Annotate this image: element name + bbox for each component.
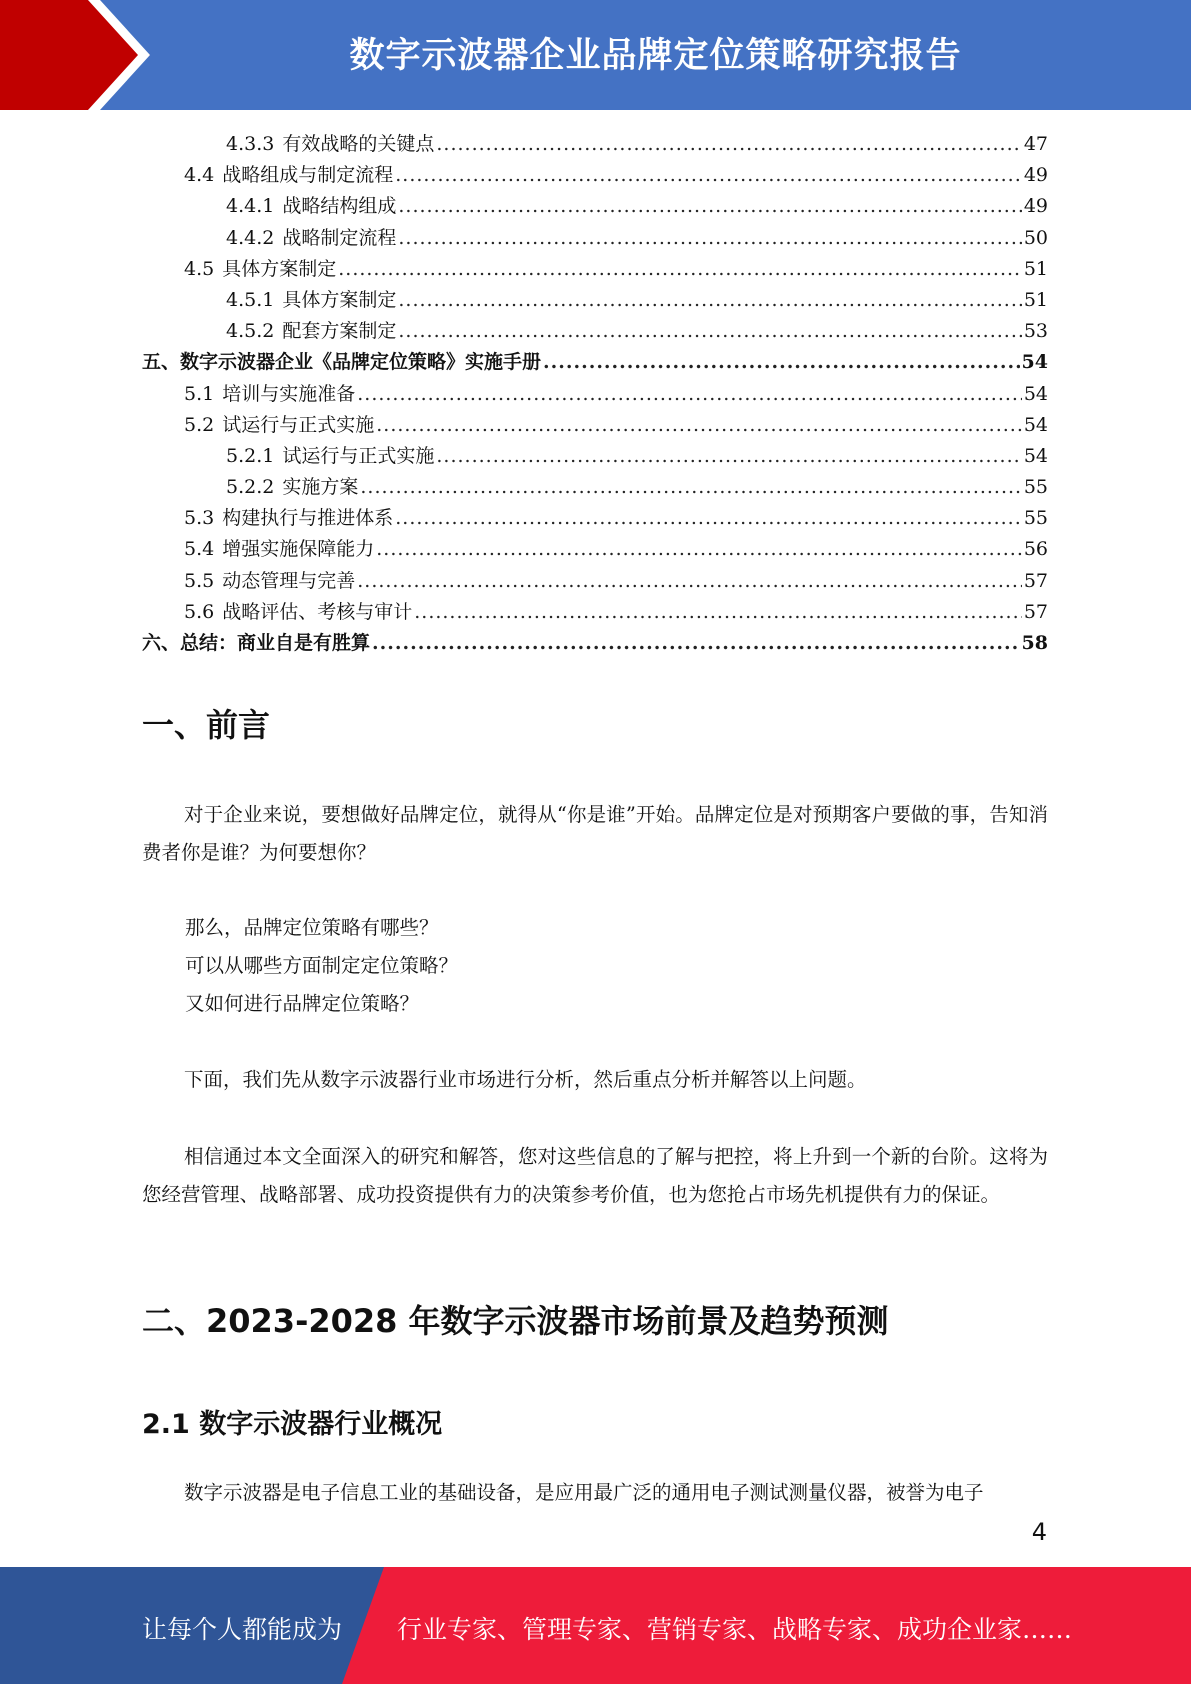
toc-dot-leader — [360, 472, 1021, 503]
toc-dot-leader — [357, 566, 1022, 597]
toc-entry[interactable] — [142, 129, 1048, 160]
toc-entry-number: 4.5.1 — [226, 288, 275, 311]
toc-entry-page: 54 — [1023, 382, 1048, 405]
toc-entry-page: 49 — [1023, 195, 1048, 218]
paragraph: 下面，我们先从数字示波器行业市场进行分析，然后重点分析并解答以上问题。 — [184, 1068, 867, 1091]
toc-entry[interactable] — [142, 285, 1048, 316]
toc-entry-number: 4.5 — [184, 257, 215, 280]
toc-dot-leader — [414, 597, 1022, 628]
section-heading-preface: 一、前言 — [142, 706, 271, 744]
toc-entry-number: 5.2 — [184, 413, 215, 436]
toc-entry-number: 5.3 — [184, 507, 215, 530]
footer-slogan: 让每个人都能成为 — [142, 1615, 343, 1644]
toc-dot-leader — [376, 410, 1022, 441]
question-line: 可以从哪些方面制定定位策略？ — [185, 954, 459, 977]
toc-entry[interactable] — [142, 191, 1048, 222]
toc-entry[interactable] — [142, 347, 1048, 378]
toc-entry-title: 战略组成与制定流程 — [222, 164, 394, 187]
toc-dot-leader — [398, 285, 1021, 316]
toc-entry[interactable] — [142, 410, 1048, 441]
toc-entry-page: 50 — [1023, 226, 1048, 249]
toc-entry-title: 构建执行与推进体系 — [222, 507, 394, 530]
toc-entry-page: 54 — [1023, 444, 1048, 467]
toc-entry-number: 5.5 — [184, 569, 215, 592]
toc-entry-number: 4.4.1 — [226, 195, 275, 218]
toc-dot-leader — [357, 379, 1022, 410]
toc-entry-title: 实施方案 — [282, 476, 359, 499]
toc-entry-number: 5.1 — [184, 382, 215, 405]
toc-entry-title: 培训与实施准备 — [222, 382, 356, 405]
toc-entry-title: 动态管理与完善 — [222, 569, 356, 592]
toc-entry[interactable] — [142, 628, 1048, 659]
toc-entry-page: 55 — [1023, 476, 1048, 499]
toc-entry-page: 51 — [1023, 257, 1048, 280]
toc-entry-page: 49 — [1023, 164, 1048, 187]
toc-entry-number: 5.4 — [184, 538, 215, 561]
toc-entry-title: 战略制定流程 — [282, 226, 397, 249]
toc-entry-number: 4.5.2 — [226, 320, 275, 343]
toc-entry-title: 有效战略的关键点 — [282, 133, 435, 155]
toc-dot-leader — [436, 441, 1021, 472]
footer-tagline: 行业专家、管理专家、营销专家、战略专家、成功企业家…… — [397, 1615, 1073, 1644]
toc-dot-leader — [398, 223, 1021, 254]
toc-entry[interactable] — [142, 254, 1048, 285]
toc-entry-title: 具体方案制定 — [282, 288, 397, 311]
question-line: 那么，品牌定位策略有哪些？ — [185, 916, 439, 939]
toc-dot-leader — [543, 347, 1020, 378]
toc-entry-title: 具体方案制定 — [222, 257, 337, 280]
toc-entry-number: 5.2.2 — [226, 476, 275, 499]
toc-dot-leader — [398, 191, 1021, 222]
toc-entry[interactable] — [142, 597, 1048, 628]
toc-entry-title: 战略结构组成 — [282, 195, 397, 218]
toc-entry[interactable] — [142, 316, 1048, 347]
toc-entry-number: 4.4 — [184, 164, 215, 187]
toc-entry-title: 增强实施保障能力 — [222, 538, 375, 561]
toc-dot-leader — [338, 254, 1022, 285]
toc-entry-page: 57 — [1023, 600, 1048, 623]
toc-entry[interactable] — [142, 379, 1048, 410]
paragraph: 数字示波器是电子信息工业的基础设备，是应用最广泛的通用电子测试测量仪器，被誉为电子 — [184, 1481, 984, 1504]
toc-entry-page: 53 — [1023, 320, 1048, 343]
toc-entry[interactable] — [142, 160, 1048, 191]
toc-dot-leader — [372, 628, 1020, 659]
paragraph: 相信通过本文全面深入的研究和解答，您对这些信息的了解与把控，将上升到一个新的台阶。这将为您经营管理、战略部署、成功投资提供有力的决策参考价值，也为您抢占市场先机提供有力的保证。 — [142, 1145, 1048, 1206]
toc-dot-leader — [398, 316, 1021, 347]
toc-entry-page: 54 — [1021, 351, 1048, 374]
toc-entry[interactable] — [142, 441, 1048, 472]
toc-entry-number: 4.3.3 — [226, 133, 275, 155]
toc-entry-title: 试运行与正式实施 — [222, 413, 375, 436]
toc-entry-page: 47 — [1023, 133, 1048, 155]
toc-entry-number: 5.2.1 — [226, 444, 275, 467]
toc-dot-leader — [436, 129, 1021, 160]
question-line: 又如何进行品牌定位策略？ — [185, 992, 420, 1015]
toc-entry-page: 58 — [1021, 632, 1048, 654]
toc-entry-title: 战略评估、考核与审计 — [222, 600, 413, 623]
toc-entry-page: 57 — [1023, 569, 1048, 592]
toc-entry[interactable] — [142, 223, 1048, 254]
toc-entry-page: 55 — [1023, 507, 1048, 530]
toc-entry-page: 54 — [1023, 413, 1048, 436]
toc-dot-leader — [395, 503, 1022, 534]
section-heading-market-outlook: 二、2023-2028 年数字示波器市场前景及趋势预测 — [142, 1302, 889, 1340]
toc-entry[interactable] — [142, 534, 1048, 565]
toc-entry[interactable] — [142, 472, 1048, 503]
toc-entry-page: 56 — [1023, 538, 1048, 561]
toc-entry[interactable] — [142, 503, 1048, 534]
table-of-contents — [142, 129, 1048, 659]
toc-dot-leader — [376, 534, 1022, 565]
page-number: 4 — [1031, 1518, 1047, 1546]
header-banner — [0, 0, 1191, 110]
footer-banner — [0, 1567, 1191, 1684]
paragraph: 对于企业来说，要想做好品牌定位，就得从“你是谁”开始。品牌定位是对预期客户要做的事，告知消费者你是谁？为何要想你？ — [142, 803, 1048, 864]
report-title: 数字示波器企业品牌定位策略研究报告 — [349, 36, 962, 76]
toc-entry-title: 五、数字示波器企业《品牌定位策略》实施手册 — [142, 351, 542, 374]
toc-dot-leader — [395, 160, 1022, 191]
toc-entry-number: 5.6 — [184, 600, 215, 623]
toc-entry-title: 试运行与正式实施 — [282, 444, 435, 467]
toc-entry-page: 51 — [1023, 288, 1048, 311]
toc-entry-title: 六、总结：商业自是有胜算 — [142, 632, 371, 654]
toc-entry-title: 配套方案制定 — [282, 320, 397, 343]
toc-entry[interactable] — [142, 566, 1048, 597]
subsection-heading: 2.1 数字示波器行业概况 — [142, 1409, 443, 1440]
toc-entry-number: 4.4.2 — [226, 226, 275, 249]
